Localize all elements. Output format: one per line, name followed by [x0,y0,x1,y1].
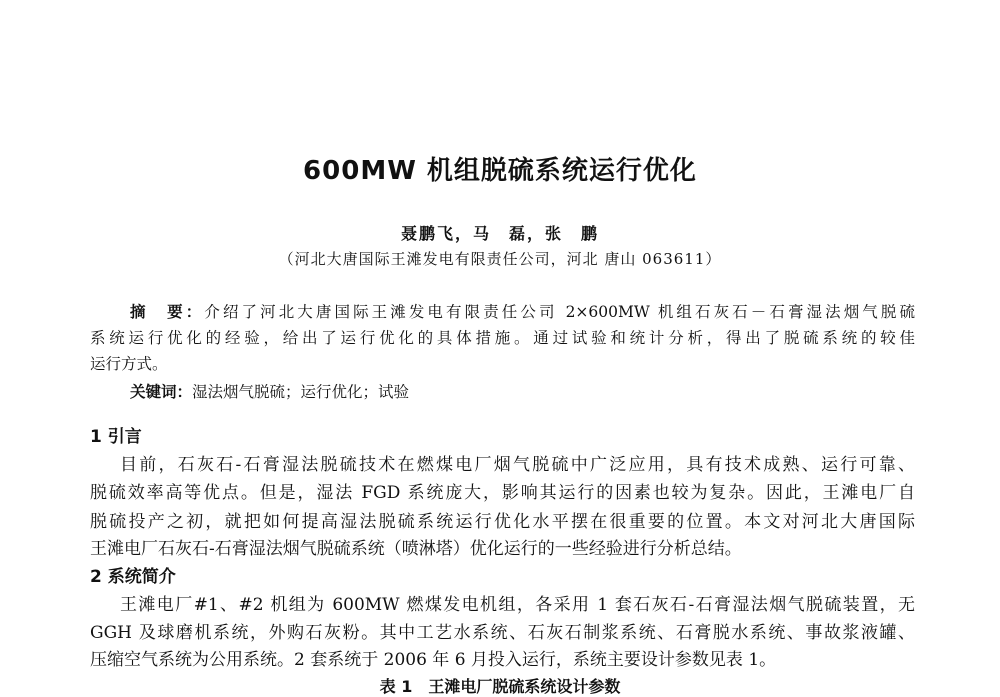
abstract-line [130,302,915,322]
abstract-line: 系统运行优化的经验，给出了运行优化的具体措施。通过试验和统计分析，得出了脱硫系统的较佳 [90,329,915,347]
paragraph-line: 脱硫投产之初，就把如何提高湿法脱硫系统运行优化水平摆在很重要的位置。本文对河北大唐国际 [90,512,915,532]
paragraph-line: GGH 及球磨机系统，外购石灰粉。其中工艺水系统、石灰石制浆系统、石膏脱水系统、事故浆液罐、 [90,623,915,643]
table-caption: 表 1 王滩电厂脱硫系统设计参数 [379,677,621,696]
paragraph-line: 王滩电厂#1、#2 机组为 600MW 燃煤发电机组，各采用 1 套石灰石-石膏湿法烟气脱硫装置，无 [120,595,915,615]
section-heading: 2 系统简介 [90,567,176,587]
paragraph-line: 王滩电厂石灰石-石膏湿法烟气脱硫系统（喷淋塔）优化运行的一些经验进行分析总结。 [90,539,742,559]
keywords-label: 关键词： [130,383,193,401]
paragraph-line: 压缩空气系统为公用系统。2 套系统于 2006 年 6 月投入运行，系统主要设计参数见表 1。 [90,650,777,670]
affiliation: （河北大唐国际王滩发电有限责任公司，河北 唐山 063611） [278,250,722,268]
paragraph-line: 脱硫效率高等优点。但是，湿法 FGD 系统庞大，影响其运行的因素也较为复杂。因此，王滩电厂自 [90,483,915,503]
abstract-line: 运行方式。 [90,355,168,373]
authors: 聂鹏飞，马 磊，张 鹏 [400,224,599,243]
abstract-label: 摘 要： [130,303,205,321]
keywords [130,382,955,402]
abstract-text: 介绍了河北大唐国际王滩发电有限责任公司 2×600MW 机组石灰石－石膏湿法烟气脱硫 [204,303,915,321]
section-heading: 1 引言 [90,427,142,447]
paper-title: 600MW 机组脱硫系统运行优化 [303,156,697,186]
keywords-text: 湿法烟气脱硫；运行优化；试验 [192,383,410,401]
paragraph-line: 目前，石灰石-石膏湿法脱硫技术在燃煤电厂烟气脱硫中广泛应用，具有技术成熟、运行可靠、 [120,455,915,475]
